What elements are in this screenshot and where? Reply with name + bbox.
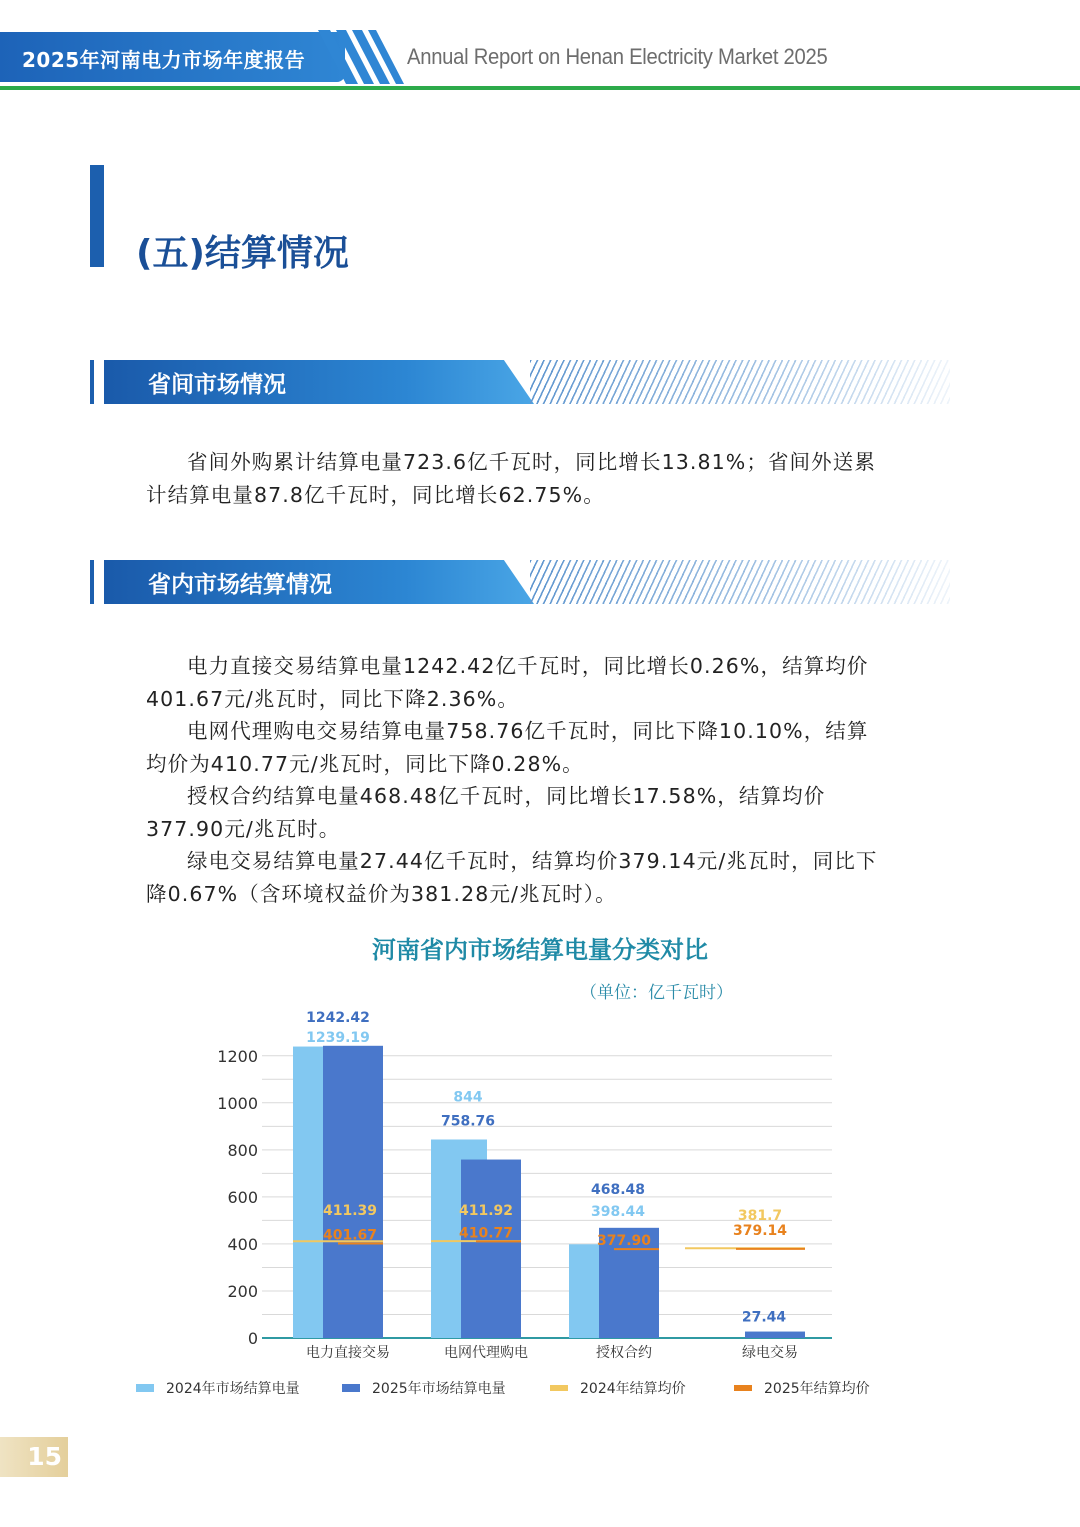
report-title: 2025年河南电力市场年度报告: [22, 48, 306, 72]
bar-2025-1: [458, 1160, 521, 1338]
page-number-badge: [0, 1437, 68, 1477]
legend-item: [734, 1378, 870, 1398]
paragraph: 授权合约结算电量468.48亿千瓦时，同比增长17.58%，结算均价377.90元/兆瓦时。: [146, 784, 826, 841]
chart-title: 河南省内市场结算电量分类对比: [372, 936, 708, 964]
data-label-2025-qty: 758.76: [440, 1113, 496, 1130]
legend-swatch: [734, 1385, 752, 1391]
y-tick-label: 0: [247, 1329, 258, 1348]
data-label-2025-price: 401.67: [322, 1227, 378, 1244]
y-tick-label: 1000: [217, 1093, 258, 1113]
legend-item: [342, 1378, 506, 1398]
paragraph: 省间外购累计结算电量723.6亿千瓦时，同比增长13.81%；省间外送累计结算电量87.8亿千瓦时，同比增长62.75%。: [146, 450, 876, 507]
paragraph: 电网代理购电交易结算电量758.76亿千瓦时，同比下降10.10%，结算均价为410.77元/兆瓦时，同比下降0.28%。: [146, 719, 869, 776]
section-title: (五)结算情况: [136, 233, 349, 274]
legend-item: [550, 1378, 686, 1398]
x-tick-label: 绿电交易: [742, 1345, 798, 1361]
data-label-2025-price: 379.14: [732, 1222, 788, 1239]
legend-label: 2024年市场结算电量: [166, 1381, 300, 1397]
chart-unit: （单位：亿千瓦时）: [580, 983, 733, 1003]
data-label-2024-qty: 398.44: [590, 1203, 646, 1220]
data-label-2025-price: 410.77: [458, 1225, 514, 1242]
y-tick-label: 200: [227, 1281, 258, 1301]
data-label-2024-qty: 844: [453, 1089, 483, 1106]
y-tick-label: 400: [227, 1234, 258, 1254]
legend-item: [136, 1378, 300, 1398]
y-tick-label: 1200: [217, 1046, 258, 1066]
data-label-2025-qty: 1242.42: [306, 1009, 370, 1026]
subsection-label: 省间市场情况: [148, 372, 286, 398]
legend-swatch: [550, 1385, 568, 1391]
chart-legend: [0, 1378, 1080, 1402]
paragraph: 绿电交易结算电量27.44亿千瓦时，结算均价379.14元/兆瓦时，同比下降0.67%（含环境权益价为381.28元/兆瓦时）。: [146, 849, 878, 906]
data-label-2024-price: 411.92: [458, 1203, 514, 1220]
page-number: 15: [27, 1442, 62, 1471]
legend-label: 2025年市场结算电量: [372, 1381, 506, 1397]
data-label-2025-qty: 468.48: [590, 1181, 646, 1198]
data-label-2025-qty: 27.44: [741, 1309, 787, 1326]
data-label-2025-price: 377.90: [596, 1233, 652, 1250]
report-title-english: Annual Report on Henan Electricity Market 2025: [407, 44, 828, 69]
legend-label: 2024年结算均价: [580, 1381, 686, 1397]
data-label-2024-price: 381.7: [737, 1208, 783, 1225]
x-tick-label: 电网代理购电: [444, 1345, 528, 1361]
legend-label: 2025年结算均价: [764, 1381, 870, 1397]
y-tick-label: 800: [227, 1140, 258, 1160]
y-tick-label: 600: [227, 1187, 258, 1207]
subsection-label: 省内市场结算情况: [148, 572, 332, 598]
data-label-2024-price: 411.39: [322, 1203, 378, 1220]
legend-swatch: [136, 1384, 154, 1392]
x-tick-label: 授权合约: [596, 1345, 652, 1361]
bar-2025-0: [323, 1046, 383, 1338]
bar-2025-3: [745, 1332, 805, 1338]
data-label-2024-qty: 1239.19: [306, 1029, 370, 1046]
paragraph: 电力直接交易结算电量1242.42亿千瓦时，同比增长0.26%，结算均价401.67元/兆瓦时，同比下降2.36%。: [146, 654, 869, 711]
legend-swatch: [342, 1384, 360, 1392]
x-tick-label: 电力直接交易: [306, 1345, 390, 1361]
